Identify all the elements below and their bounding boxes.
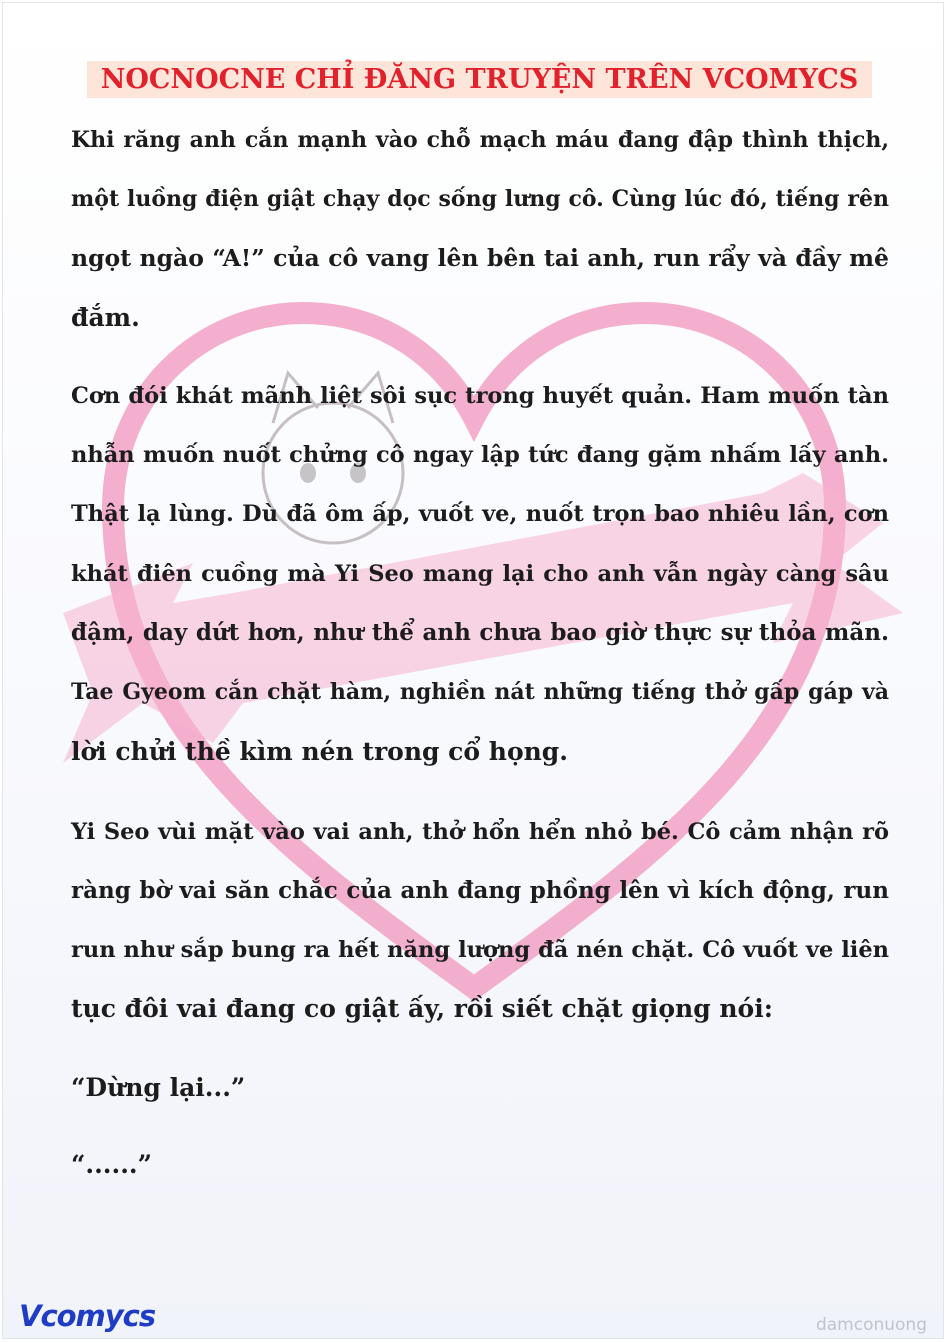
text-line: Yi Seo vùi mặt vào vai anh, thở hổn hển nhỏ bé. Cô cảm nhận rõ bbox=[71, 819, 889, 845]
text-line: ràng bờ vai săn chắc của anh đang phồng lên vì kích động, run bbox=[71, 877, 889, 904]
dialogue-line: “......” bbox=[71, 1150, 152, 1179]
banner-text: NOCNOCNE CHỈ ĐĂNG TRUYỆN TRÊN VCOMYCS bbox=[100, 64, 859, 95]
text-line: đắm. bbox=[71, 303, 140, 332]
text-line: tục đôi vai đang co giật ấy, rồi siết chặt giọng nói: bbox=[71, 994, 773, 1023]
text-line: Khi răng anh cắn mạnh vào chỗ mạch máu đang đập thình thịch, bbox=[71, 127, 889, 153]
text-line: Thật lạ lùng. Dù đã ôm ấp, vuốt ve, nuốt trọn bao nhiêu lần, cơn bbox=[71, 501, 889, 527]
text-line: một luồng điện giật chạy dọc sống lưng cô. Cùng lúc đó, tiếng rên bbox=[71, 186, 889, 212]
text-line: Tae Gyeom cắn chặt hàm, nghiền nát những tiếng thở gấp gáp và bbox=[71, 679, 889, 705]
credit-watermark: damconuong bbox=[815, 1315, 927, 1335]
text-line: nhẫn muốn nuốt chửng cô ngay lập tức đang gặm nhấm lấy anh. bbox=[71, 442, 889, 468]
banner bbox=[87, 61, 872, 98]
text-line: Cơn đói khát mãnh liệt sôi sục trong huyết quản. Ham muốn tàn bbox=[71, 383, 889, 409]
text-line: ngọt ngào “A!” của cô vang lên bên tai anh, run rẩy và đầy mê bbox=[71, 244, 889, 272]
text-line: lời chửi thề kìm nén trong cổ họng. bbox=[71, 737, 568, 766]
vcomycs-logo: Vcomycs bbox=[19, 1299, 156, 1333]
text-line: đậm, day dứt hơn, như thể anh chưa bao giờ thực sự thỏa mãn. bbox=[71, 619, 889, 646]
text-line: run như sắp bung ra hết năng lượng đã nén chặt. Cô vuốt ve liên bbox=[71, 937, 889, 963]
text-line: khát điên cuồng mà Yi Seo mang lại cho anh vẫn ngày càng sâu bbox=[71, 561, 889, 587]
story-page bbox=[2, 2, 944, 1339]
dialogue-line: “Dừng lại...” bbox=[71, 1073, 246, 1102]
